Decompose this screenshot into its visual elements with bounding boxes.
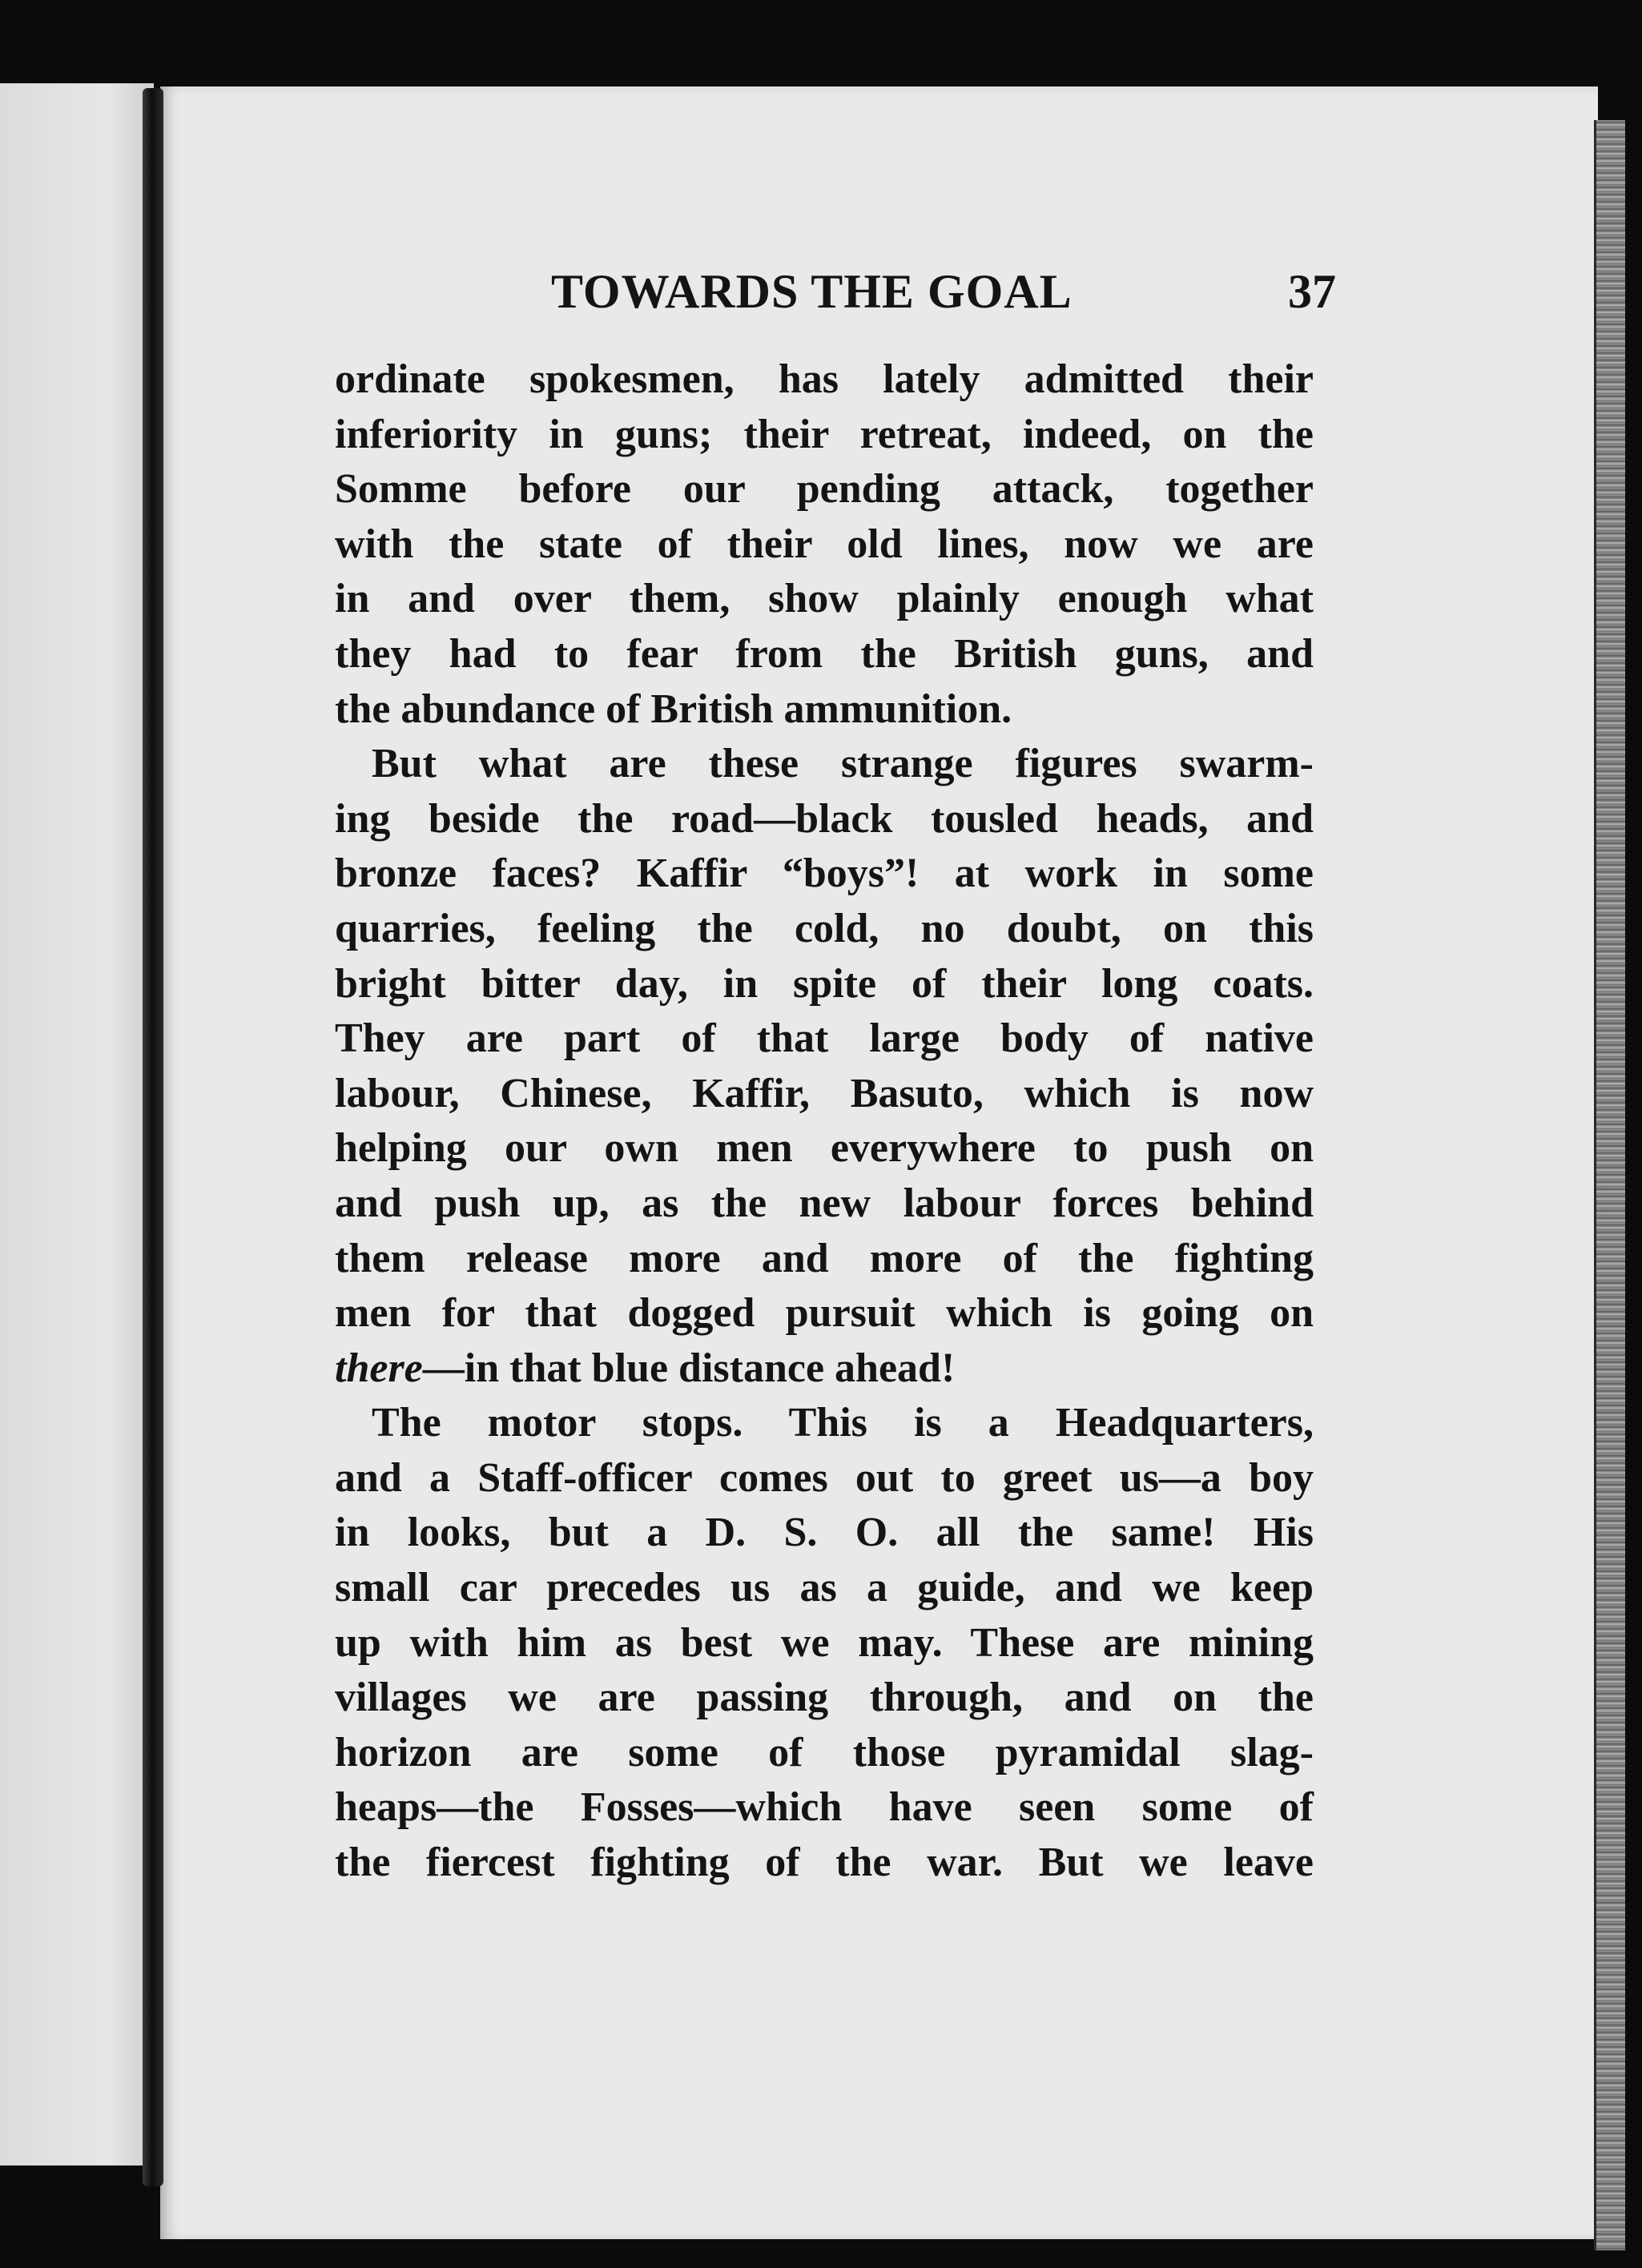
text-line: and a Staff-officer comes out to greet us—a boy (335, 1454, 1314, 1501)
text-line: them release more and more of the fighting (335, 1235, 1314, 1281)
text-line-rest: —in that blue distance ahead! (422, 1345, 956, 1391)
facing-page-edge (0, 83, 154, 2165)
text-line (335, 1341, 1314, 1397)
italic-word: there (335, 1345, 423, 1391)
book-gutter (143, 88, 163, 2186)
running-title: TOWARDS THE GOAL (551, 265, 1073, 318)
text-line: villages we are passing through, and on the (335, 1675, 1314, 1721)
text-line: horizon are some of those pyramidal slag- (335, 1729, 1314, 1775)
text-line: ing beside the road—black tousled heads, and (335, 795, 1314, 842)
text-line: with the state of their old lines, now we are (335, 521, 1314, 567)
text-line: and push up, as the new labour forces behind (335, 1180, 1314, 1226)
text-line: labour, Chinese, Kaffir, Basuto, which is now (335, 1070, 1314, 1116)
text-line: bright bitter day, in spite of their long coats. (335, 960, 1314, 1007)
page-block-edge (1594, 120, 1625, 2250)
text-line: ordinate spokesmen, has lately admitted their (335, 356, 1314, 402)
body-text (335, 352, 1314, 1891)
text-line: quarries, feeling the cold, no doubt, on this (335, 905, 1314, 951)
page-number: 37 (1288, 265, 1336, 318)
text-line: inferiority in guns; their retreat, indeed, on the (335, 411, 1314, 457)
text-line: heaps—the Fosses—which have seen some of (335, 1784, 1314, 1831)
text-line: the abundance of British ammunition. (335, 686, 1012, 732)
text-line: They are part of that large body of native (335, 1015, 1314, 1062)
text-line: the fiercest fighting of the war. But we leave (335, 1840, 1314, 1886)
text-line: bronze faces? Kaffir “boys”! at work in some (335, 850, 1314, 897)
text-line: helping our own men everywhere to push on (335, 1125, 1314, 1172)
text-line: in looks, but a D. S. O. all the same! His (335, 1510, 1314, 1556)
text-line: The motor stops. This is a Headquarters, (372, 1400, 1314, 1446)
text-line: small car precedes us as a guide, and we keep (335, 1565, 1314, 1611)
text-line: But what are these strange figures swarm- (372, 741, 1314, 787)
text-line: up with him as best we may. These are mining (335, 1619, 1314, 1666)
text-line: they had to fear from the British guns, and (335, 630, 1314, 677)
text-line: Somme before our pending attack, together (335, 466, 1314, 513)
text-line: men for that dogged pursuit which is going on (335, 1290, 1314, 1337)
text-line: in and over them, show plainly enough what (335, 576, 1314, 622)
running-head (551, 264, 1336, 328)
